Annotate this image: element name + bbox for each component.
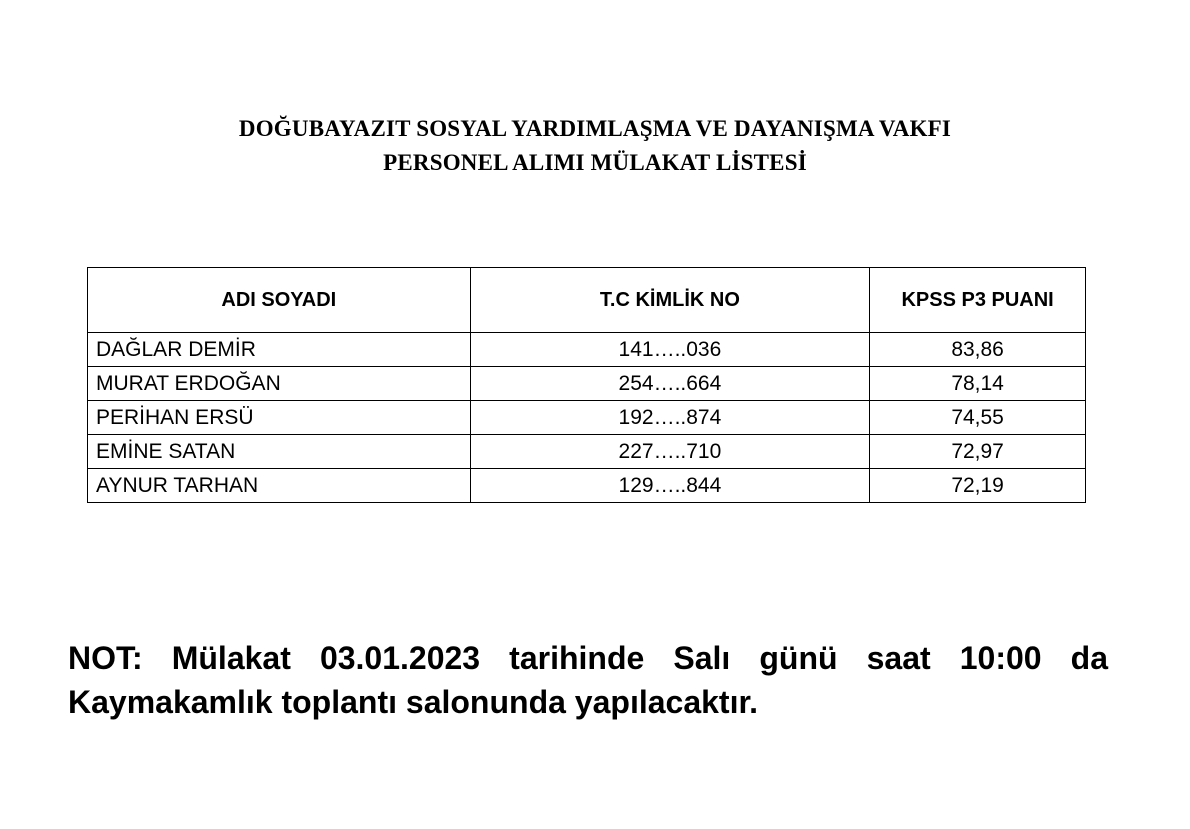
header-kpss-score: KPSS P3 PUANI [870,268,1086,333]
table-row [88,333,1086,367]
table-row [88,435,1086,469]
interview-note: NOT: Mülakat 03.01.2023 tarihinde Salı günü saat 10:00 da Kaymakamlık toplantı salonunda yapılacaktır. [68,640,1108,720]
header-name: ADI SOYADI [88,268,471,333]
cell-id-number: 227…..710 [470,435,870,469]
cell-name: AYNUR TARHAN [88,469,471,503]
cell-score: 83,86 [870,333,1086,367]
cell-name: DAĞLAR DEMİR [88,333,471,367]
cell-score: 72,97 [870,435,1086,469]
table-row [88,401,1086,435]
cell-name: MURAT ERDOĞAN [88,367,471,401]
cell-name: PERİHAN ERSÜ [88,401,471,435]
cell-score: 78,14 [870,367,1086,401]
cell-score: 72,19 [870,469,1086,503]
cell-id-number: 129…..844 [470,469,870,503]
title-line-2: PERSONEL ALIMI MÜLAKAT LİSTESİ [383,150,807,175]
table-row [88,367,1086,401]
document-title [0,112,1190,180]
cell-name: EMİNE SATAN [88,435,471,469]
cell-id-number: 141…..036 [470,333,870,367]
interview-list-table [87,267,1086,503]
table-header-row [88,268,1086,333]
cell-id-number: 254…..664 [470,367,870,401]
header-id-number: T.C KİMLİK NO [470,268,870,333]
title-line-1: DOĞUBAYAZIT SOSYAL YARDIMLAŞMA VE DAYANIŞMA VAKFI [238,116,952,141]
table-row [88,469,1086,503]
cell-score: 74,55 [870,401,1086,435]
cell-id-number: 192…..874 [470,401,870,435]
